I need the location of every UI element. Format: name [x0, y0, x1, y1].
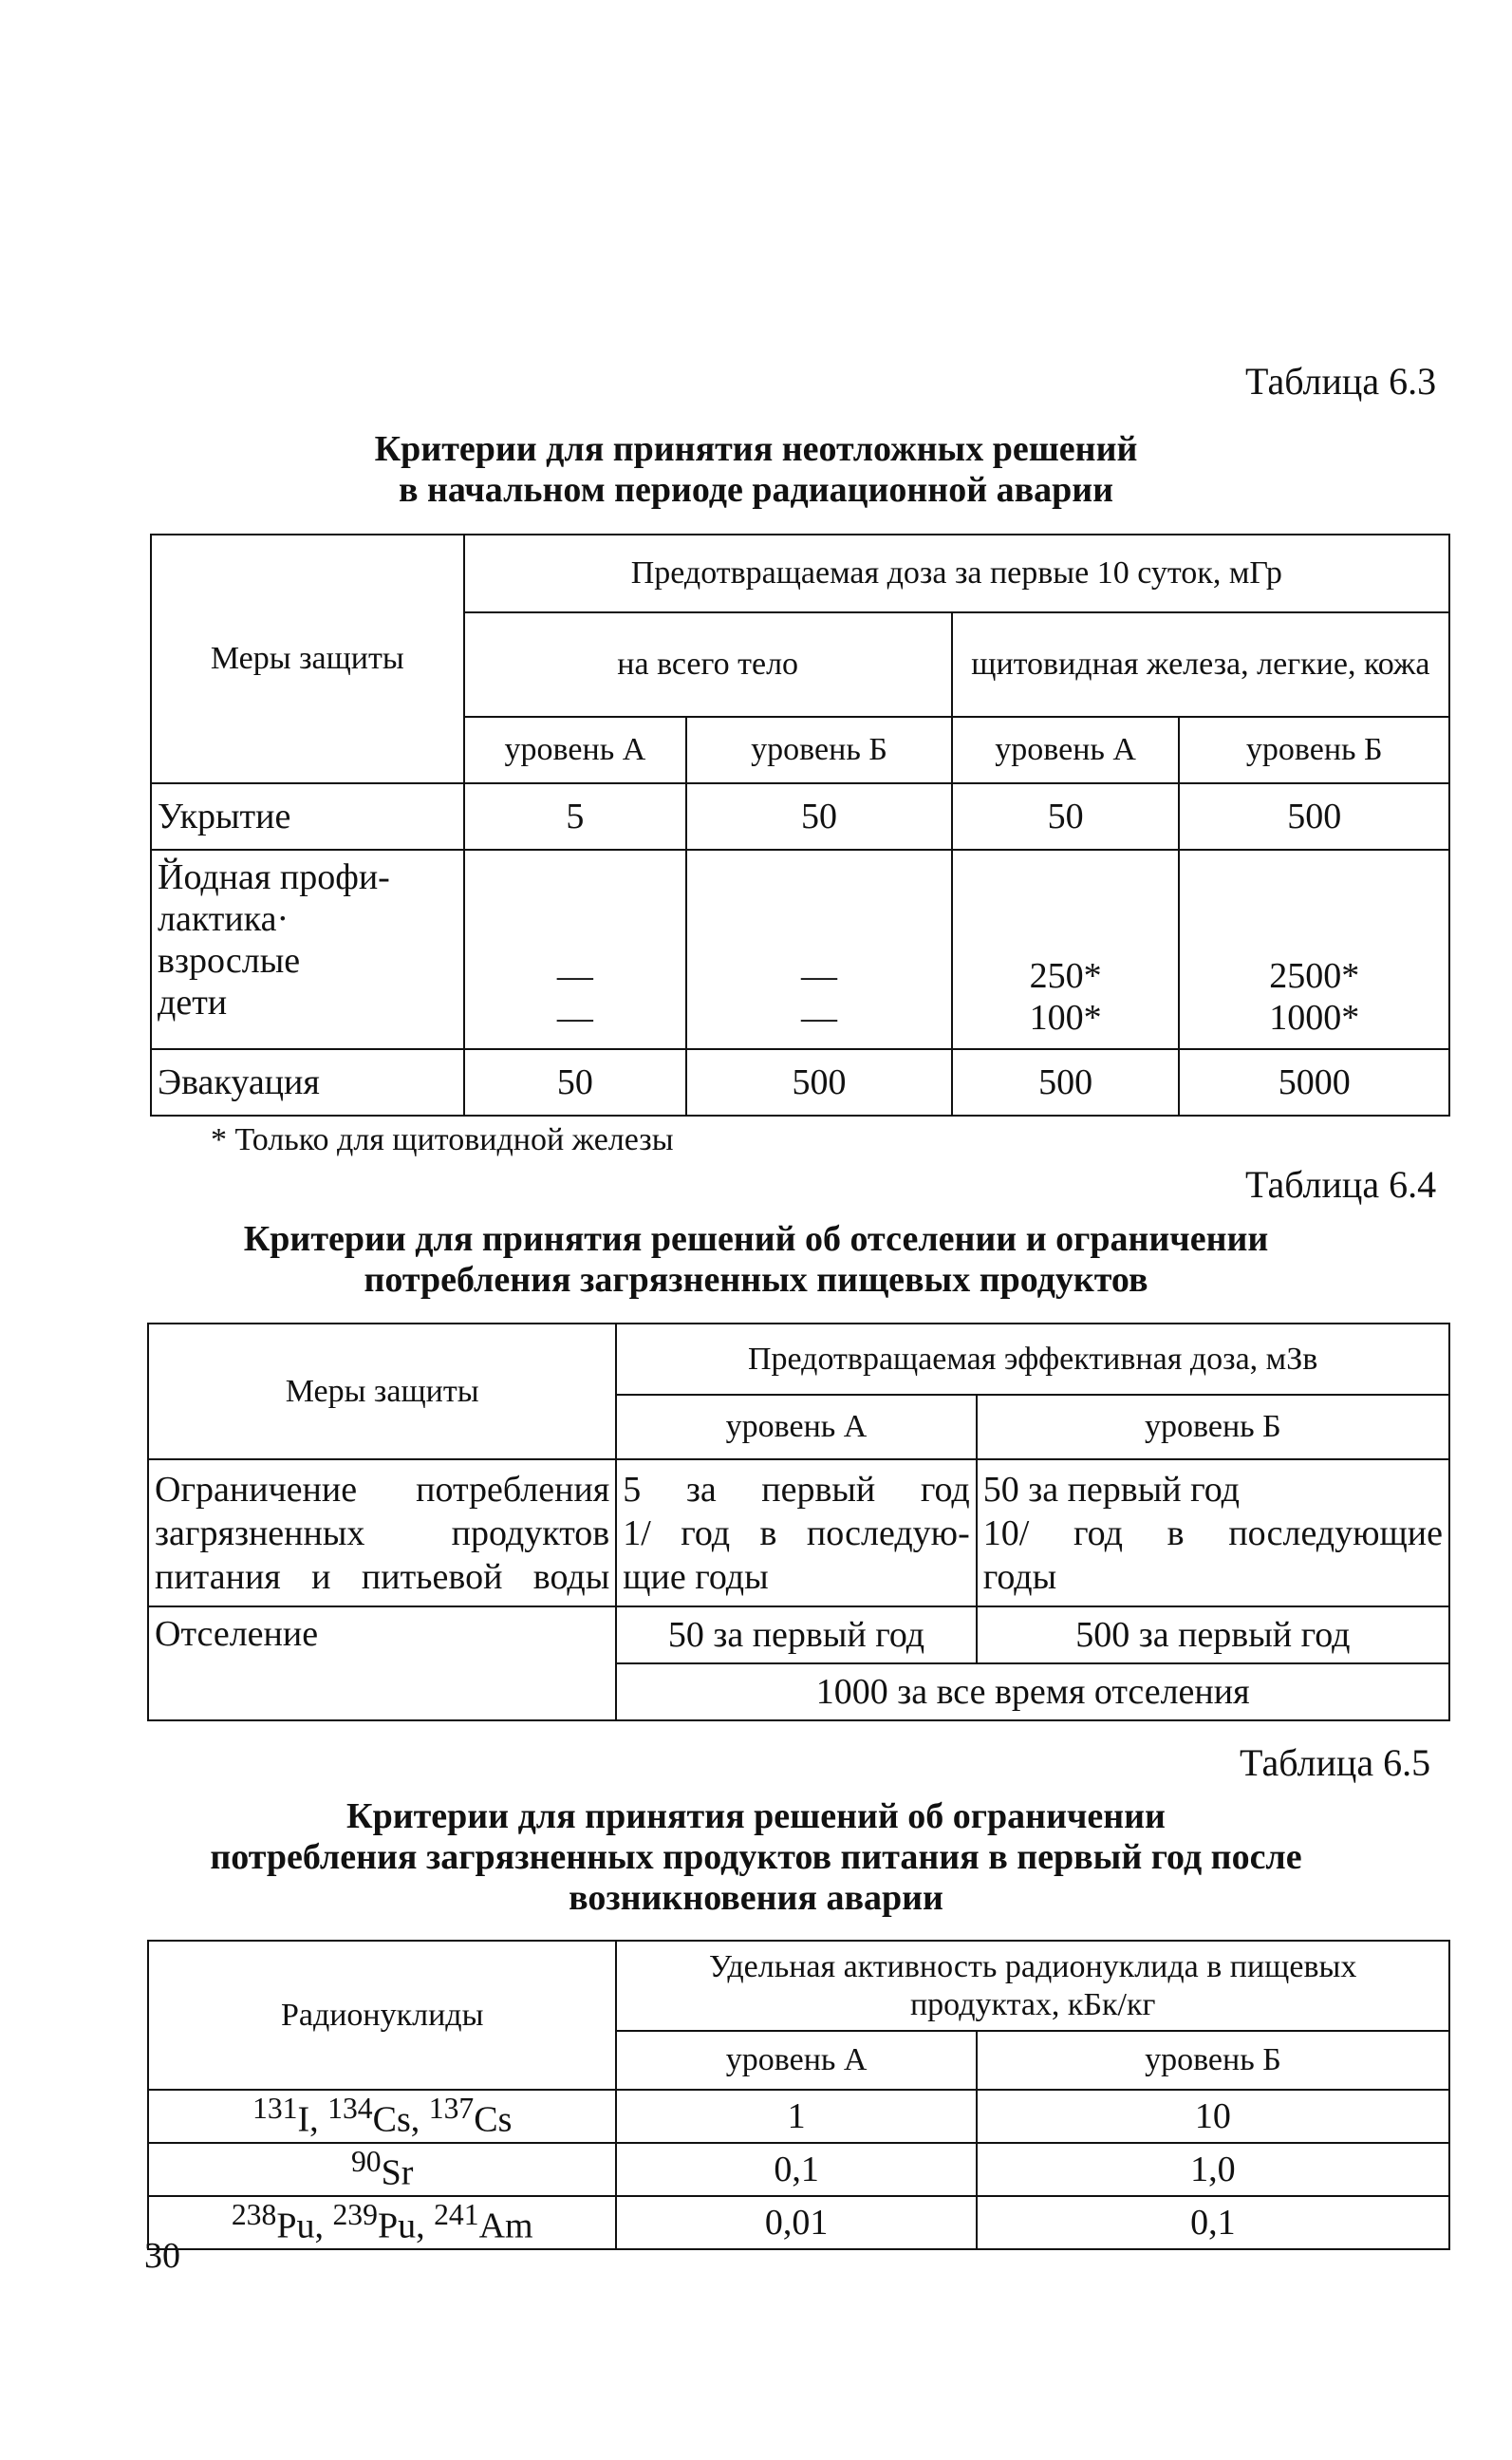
- mass-number: 137: [428, 2092, 475, 2126]
- table-row: [148, 2143, 1449, 2196]
- table-cell: 50: [464, 1049, 687, 1116]
- row-name-shelter: Укрытие: [151, 783, 464, 850]
- nuclide-cell: [148, 2090, 616, 2143]
- cell-line: 5 за первый год: [623, 1469, 970, 1510]
- table-row: [148, 2196, 1449, 2249]
- level-b-header: уровень Б: [977, 1395, 1449, 1459]
- table-cell: 1,0: [977, 2143, 1449, 2196]
- dose-header: Предотвращаемая доза за первые 10 суток, мГр: [464, 535, 1449, 612]
- mass-number: 239: [332, 2198, 378, 2232]
- table-cell: 5000: [1179, 1049, 1449, 1116]
- level-a-header: уровень А: [464, 717, 687, 783]
- separator: ,: [410, 2099, 429, 2140]
- row-name-iodine: [151, 850, 464, 1049]
- level-b-header: уровень Б: [686, 717, 952, 783]
- effective-dose-header: Предотвращаемая эффективная доза, мЗв: [616, 1324, 1449, 1395]
- table-row: [151, 850, 1449, 1049]
- row-name-evacuation: Эвакуация: [151, 1049, 464, 1116]
- row-name-line: Ограничение потребления: [155, 1469, 610, 1510]
- table-cell: 500: [686, 1049, 952, 1116]
- table-cell: 1000 за все время отселения: [616, 1663, 1449, 1720]
- table-6-5-title: [0, 1796, 1512, 1919]
- level-a-header: уровень А: [616, 1395, 976, 1459]
- row-name-line: загрязненных продуктов: [155, 1512, 610, 1553]
- table-cell: 0,1: [977, 2196, 1449, 2249]
- cell-line: —: [556, 956, 593, 996]
- cell-line: —: [801, 956, 837, 996]
- table-6-3-title-line2: в начальном периоде радиационной аварии: [398, 470, 1114, 510]
- table-row: [148, 2090, 1449, 2143]
- table-6-5-title-line3: возникновения аварии: [569, 1878, 943, 1918]
- table-6-5: [147, 1940, 1450, 2250]
- measures-header: Меры защиты: [148, 1324, 616, 1459]
- mass-number: 90: [350, 2145, 382, 2179]
- mass-number: 241: [434, 2198, 479, 2232]
- table-cell: 500: [1179, 783, 1449, 850]
- cell-line: щие годы: [623, 1556, 769, 1597]
- row-name-line: взрослые: [158, 941, 301, 981]
- mass-number: 131: [252, 2092, 298, 2126]
- table-6-4-title-line2: потребления загрязненных пищевых продуктов: [364, 1260, 1148, 1300]
- table-row: [151, 1049, 1449, 1116]
- element-symbol: Cs: [474, 2099, 513, 2140]
- activity-header-line2: продуктах, кБк/кг: [909, 1986, 1156, 2022]
- cell-line: 250*: [1029, 956, 1102, 996]
- table-6-3: [150, 534, 1450, 1117]
- level-b-header: уровень Б: [1179, 717, 1449, 783]
- row-name-line: питания и питьевой воды: [155, 1556, 610, 1597]
- table-6-5-title-line1: Критерии для принятия решений об ограничении: [346, 1796, 1166, 1836]
- row-name-resettlement: Отселение: [148, 1606, 616, 1720]
- separator: ,: [309, 2099, 328, 2140]
- cell-line: 100*: [1029, 998, 1102, 1038]
- table-cell: [1179, 850, 1449, 1049]
- cell-line: 1/ год в последую-: [623, 1512, 970, 1553]
- table-cell: [686, 850, 952, 1049]
- activity-header-line1: Удельная активность радионуклида в пищевых: [709, 1948, 1357, 1984]
- element-symbol: Cs: [372, 2099, 411, 2140]
- table-cell: [464, 850, 687, 1049]
- table-cell: 0,01: [616, 2196, 976, 2249]
- element-symbol: Sr: [381, 2152, 414, 2193]
- whole-body-header: на всего тело: [464, 612, 952, 717]
- level-b-header: уровень Б: [977, 2031, 1449, 2090]
- separator: ,: [416, 2206, 435, 2246]
- table-cell: 50 за первый год: [616, 1606, 976, 1663]
- table-6-3-title: [0, 429, 1512, 511]
- row-name-line: лактика·: [158, 899, 289, 939]
- mass-number: 238: [231, 2198, 277, 2232]
- table-cell: [977, 1459, 1449, 1606]
- table-cell: 500: [952, 1049, 1180, 1116]
- separator: ,: [314, 2206, 333, 2246]
- table-6-3-label: Таблица 6.3: [1245, 360, 1437, 403]
- table-cell: [952, 850, 1180, 1049]
- table-cell: 500 за первый год: [977, 1606, 1449, 1663]
- table-6-4-label: Таблица 6.4: [1245, 1163, 1437, 1206]
- element-symbol: Pu: [377, 2206, 417, 2246]
- table-6-4-title: [0, 1219, 1512, 1301]
- cell-line: 50 за первый год: [982, 1469, 1240, 1510]
- table-6-3-title-line1: Критерии для принятия неотложных решений: [374, 429, 1138, 469]
- radionuclides-header: Радионуклиды: [148, 1941, 616, 2090]
- table-cell: [616, 1459, 976, 1606]
- nuclide-cell: [148, 2143, 616, 2196]
- table-cell: 50: [952, 783, 1180, 850]
- cell-line: годы: [982, 1556, 1057, 1597]
- table-cell: 10: [977, 2090, 1449, 2143]
- table-6-5-label: Таблица 6.5: [1240, 1741, 1431, 1784]
- row-name-line: дети: [158, 983, 228, 1023]
- row-name-line: Йодная профи-: [158, 857, 390, 897]
- page-number: 30: [144, 2236, 180, 2276]
- table-6-5-title-line2: потребления загрязненных продуктов питания в первый год после: [210, 1837, 1302, 1877]
- table-6-4: [147, 1323, 1450, 1721]
- table-6-3-footnote: * Только для щитовидной железы: [211, 1122, 674, 1157]
- cell-line: 2500*: [1269, 956, 1360, 996]
- row-name-restriction: [148, 1459, 616, 1606]
- level-a-header: уровень А: [952, 717, 1180, 783]
- nuclide-cell: [148, 2196, 616, 2249]
- table-cell: 1: [616, 2090, 976, 2143]
- cell-line: —: [556, 998, 593, 1038]
- table-row: [148, 1459, 1449, 1606]
- table-row: [148, 1606, 1449, 1663]
- table-row: [151, 783, 1449, 850]
- element-symbol: I: [297, 2099, 310, 2140]
- measures-header: Меры защиты: [151, 535, 464, 783]
- cell-line: 1000*: [1269, 998, 1360, 1038]
- table-cell: 0,1: [616, 2143, 976, 2196]
- level-a-header: уровень А: [616, 2031, 976, 2090]
- mass-number: 134: [327, 2092, 373, 2126]
- thyroid-header: щитовидная железа, легкие, кожа: [952, 612, 1449, 717]
- cell-line: —: [801, 998, 837, 1038]
- table-6-4-title-line1: Критерии для принятия решений об отселении и ограничении: [243, 1219, 1269, 1259]
- activity-header: [616, 1941, 1449, 2031]
- element-symbol: Am: [478, 2206, 533, 2246]
- cell-line: 10/ год в последующие: [982, 1512, 1443, 1553]
- element-symbol: Pu: [276, 2206, 315, 2246]
- table-cell: 50: [686, 783, 952, 850]
- table-cell: 5: [464, 783, 687, 850]
